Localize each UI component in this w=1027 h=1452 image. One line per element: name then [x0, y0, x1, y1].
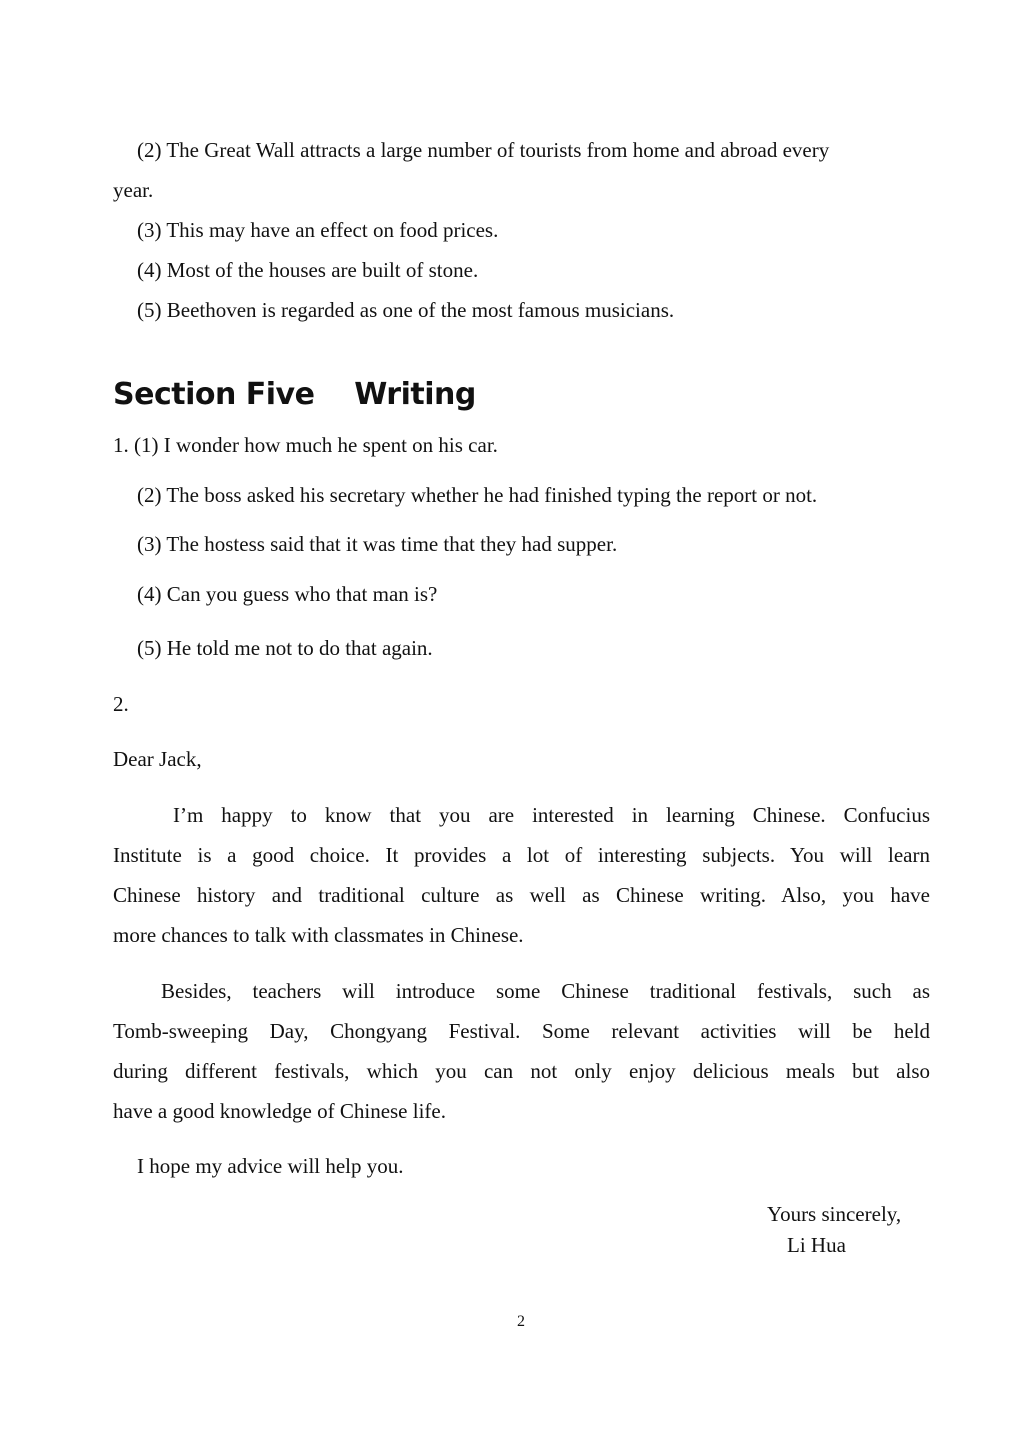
answer-line-2: (2) The Great Wall attracts a large number of tourists from home and abroad every	[137, 138, 830, 162]
q1-answer-5: (5) He told me not to do that again.	[137, 636, 433, 660]
letter-paragraph-2-line-3: during different festivals, which you can not only enjoy delicious meals but also	[113, 1059, 930, 1083]
letter-paragraph-2-line-1: Besides, teachers will introduce some Chinese traditional festivals, such as	[161, 979, 930, 1003]
letter-paragraph-1-line-3: Chinese history and traditional culture as well as Chinese writing. Also, you have	[113, 883, 930, 907]
q1-answer-1: 1. (1) I wonder how much he spent on his car.	[113, 433, 498, 457]
letter-closing: I hope my advice will help you.	[137, 1154, 404, 1178]
q1-answer-3: (3) The hostess said that it was time that they had supper.	[137, 532, 618, 556]
q1-answer-2: (2) The boss asked his secretary whether he had finished typing the report or not.	[137, 483, 818, 507]
letter-paragraph-1-line-2: Institute is a good choice. It provides a lot of interesting subjects. You will learn	[113, 843, 930, 867]
letter-signoff: Yours sincerely,	[767, 1202, 902, 1226]
answer-line-3: (3) This may have an effect on food prices.	[137, 218, 499, 242]
letter-paragraph-1-line-4: more chances to talk with classmates in Chinese.	[113, 923, 524, 947]
letter-greeting: Dear Jack,	[113, 747, 202, 771]
page-number: 2	[517, 1313, 525, 1330]
q1-answer-4: (4) Can you guess who that man is?	[137, 582, 438, 606]
section-title: Section Five Writing	[113, 377, 476, 412]
letter-paragraph-1-line-1: I’m happy to know that you are interested in learning Chinese. Confucius	[173, 803, 930, 827]
answer-line-4: (4) Most of the houses are built of stone.	[137, 258, 479, 282]
answer-line-2-continued: year.	[113, 178, 154, 202]
letter-signature: Li Hua	[787, 1233, 846, 1257]
letter-paragraph-2-line-4: have a good knowledge of Chinese life.	[113, 1099, 446, 1123]
letter-paragraph-2-line-2: Tomb-sweeping Day, Chongyang Festival. Some relevant activities will be held	[113, 1019, 930, 1043]
answer-line-5: (5) Beethoven is regarded as one of the most famous musicians.	[137, 298, 675, 322]
q2-label: 2.	[113, 692, 129, 716]
